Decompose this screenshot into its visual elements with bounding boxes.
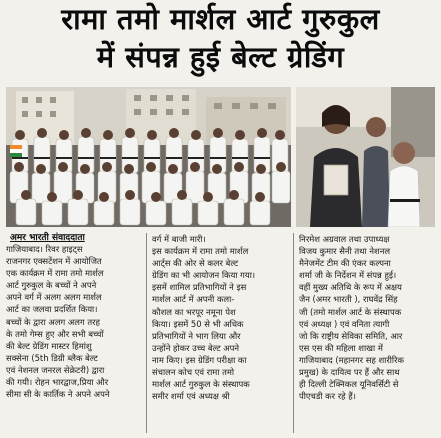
- article-line: बच्चों के द्वारा अलग अलग तरह: [6, 316, 100, 327]
- article-column-3: [299, 233, 435, 402]
- article-line: प्रमुख) के दायित्व पर हैं और साथ: [299, 367, 400, 378]
- article-line: समीर शर्मा एवं अध्यक्ष श्री: [152, 391, 230, 402]
- article-line: की बेल्ट ग्रेडिंग मास्टर हिमांशु: [6, 340, 92, 351]
- article-line: शर्मा जी के निर्देशन में संपन्न हुई।: [299, 270, 397, 281]
- article-line: सक्सेना (5th डिग्री ब्लैक बेल्ट: [6, 352, 98, 363]
- article-line: के तमो गेम्स हुए और सभी बच्चों: [6, 328, 104, 339]
- article-line: ग्रेडिंग का भी आयोजन किया गया।: [152, 270, 256, 281]
- portrait-photo: [296, 87, 435, 227]
- group-photo: [6, 87, 291, 227]
- article-column-1: [6, 243, 142, 400]
- article-line: आर्ट का जलवा प्रदर्शित किया।: [6, 304, 98, 315]
- portrait-photo-illustration: [296, 87, 435, 227]
- article-line: गाजियाबाद। रिवर हाइट्स: [6, 244, 83, 254]
- article-column-2: [152, 233, 288, 402]
- article-line: प्रतिभागियों ने भाग लिया और: [152, 330, 241, 341]
- article-line: गाजियाबाद (महानगर सह शारीरिक: [299, 354, 404, 365]
- article-line: आर्ट्स की ओर से कलर बेल्ट: [152, 258, 239, 269]
- article-line: नाम किए। इस ग्रेडिंग परीक्षा का: [152, 354, 247, 365]
- article-line: मार्शल आर्ट गुरुकुल के संस्थापक: [152, 379, 250, 390]
- article-line: वहीं मुख्य अतिथि के रूप में अक्षय: [299, 282, 402, 293]
- article-line: मैनेजमेंट टीम की एंकर कल्पना: [299, 258, 391, 269]
- article-line: एस एस की महिला शाखा में: [299, 342, 383, 353]
- headline-line-1: रामा तमो मार्शल आर्ट गुरुकुल: [61, 2, 380, 36]
- article-line: जी (तमो मार्शल आर्ट के संस्थापक: [299, 306, 402, 317]
- article-line: इसमें शामिल प्रतिभागियों ने इस: [152, 282, 247, 293]
- group-photo-illustration: [6, 87, 291, 227]
- article-line: उन्होंने होकर उच्च बेल्ट अपने: [152, 342, 240, 353]
- byline: अमर भारती संवाददाता: [10, 233, 85, 243]
- article-line: की गयी। रोहन भारद्वाज,प्रिया और: [6, 377, 109, 388]
- headline: [0, 0, 441, 82]
- article-line: मार्शल आर्ट में अपनी कला-: [152, 294, 235, 305]
- column-divider-1: [146, 233, 147, 433]
- article-line: राजनगर एक्सटेंशन में आयोजित: [6, 256, 102, 267]
- article-line: निरमेश अग्रवाल तथा उपाध्यक्ष: [299, 234, 390, 244]
- article-line: जैन (अमर भारती ), राघवेंद्र सिंह: [299, 294, 398, 305]
- article-line: सीमा सी के कार्तिक ने अपने अपने: [6, 389, 110, 400]
- article-line: जो कि राष्ट्रीय सेविका समिति, आर: [299, 330, 403, 341]
- article-line: कौशल का भरपूर नमूना पेश: [152, 306, 236, 317]
- article-line: पीएचडी कर रहे हैं।: [299, 391, 356, 402]
- article-line: विजय कुमार सैनी तथा नेशनल: [299, 246, 391, 257]
- article-line: किया। इसमें 50 से भी अधिक: [152, 318, 244, 329]
- article-line: एवं नेशनल जनरल सेक्रेटरी) द्वारा: [6, 364, 105, 375]
- headline-line-2: में संपन्न हुई बेल्ट ग्रेडिंग: [96, 40, 345, 74]
- article-line: अपने वर्ग में अलग अलग मार्शल: [6, 292, 102, 303]
- article-line: इस कार्यक्रम में रामा तमो मार्शल: [152, 246, 249, 257]
- article-line: ही दिल्ली टेक्निकल यूनिवर्सिटी से: [299, 379, 399, 390]
- article-line: एवं अध्यक्ष ) एवं वनिता त्यागी: [299, 318, 390, 329]
- article-line: एक कार्यक्रम में रामा तमो मार्शल: [6, 268, 104, 279]
- article-line: संचालन कोच एवं रामा तमो: [152, 367, 235, 378]
- article-line: वर्ग में बाजी मारी।: [152, 234, 206, 244]
- column-divider-2: [293, 233, 294, 433]
- article-line: आर्ट गुरुकुल के बच्चों ने अपने: [6, 280, 97, 291]
